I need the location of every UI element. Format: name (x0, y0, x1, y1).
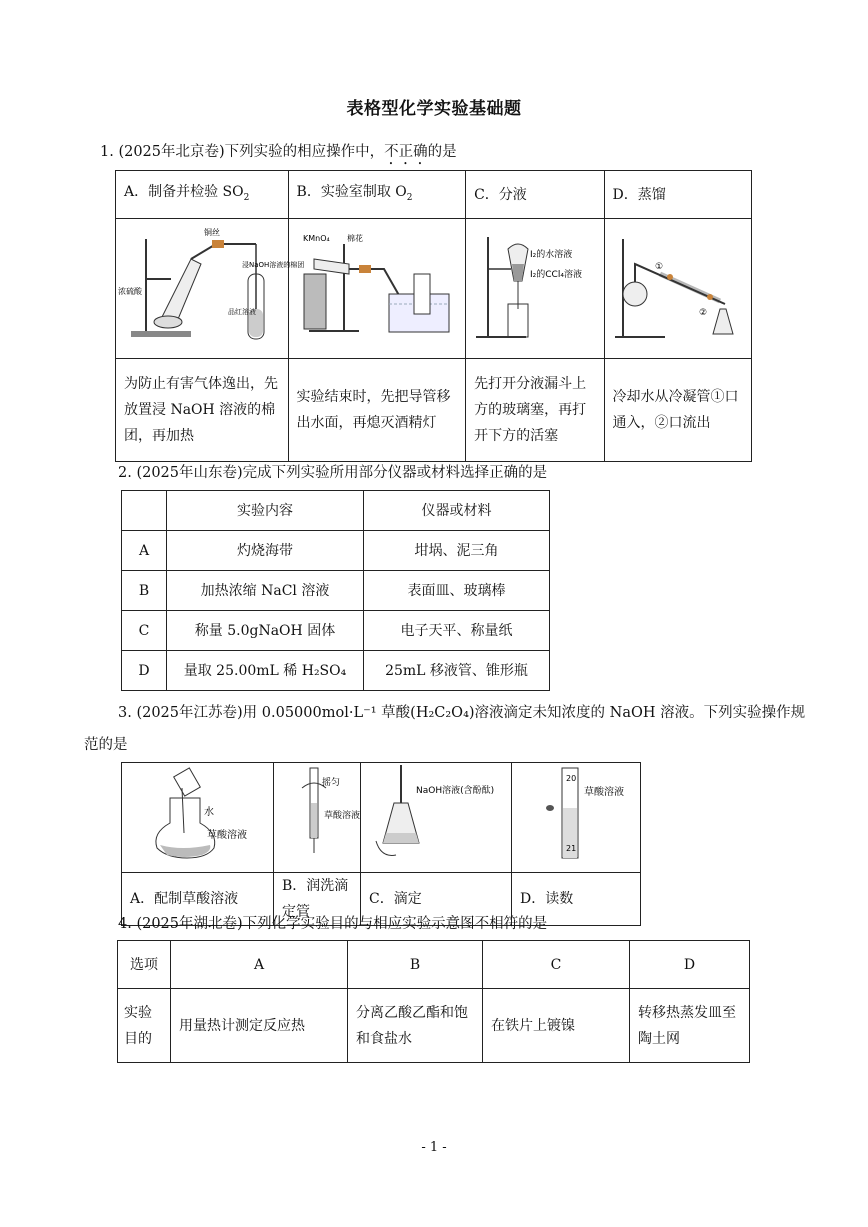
table-row: A 灼烧海带 坩埚、泥三角 (122, 531, 550, 571)
label-tick-21: 21 (566, 844, 577, 853)
question-4-stem: 4. (2025年湖北卷)下列化学实验目的与相应实验示意图不相符的是 (118, 916, 548, 932)
q2-table (121, 490, 550, 691)
q3-figure-row (122, 763, 641, 873)
question-3-stem-line1: 3. (2025年江苏卷)用 0.05000mol·L⁻¹ 草酸(H₂C₂O₄)溶液滴定未知浓度的 NaOH 溶液。下列实验操作规 (118, 705, 806, 721)
q1-header-row (116, 171, 752, 219)
q1-op-d: 冷却水从冷凝管①口通入，②口流出 (604, 359, 752, 462)
q1-stem-before: 下列实验的相应操作中， (224, 144, 385, 160)
label-fuchsin: 品红溶液 (228, 308, 256, 316)
q1-operation-row (116, 359, 752, 462)
q1-stem-emphasis: 不正确 (384, 144, 428, 160)
burette-reading-figure (512, 763, 640, 863)
label-oxalic-b: 草酸溶液 (324, 811, 361, 821)
q3-table (121, 762, 641, 926)
q1-header-a: A．制备并检验 $SO_2$ (116, 171, 289, 219)
q2-header-equipment: 仪器或材料 (364, 491, 550, 531)
q1-header-d: D．蒸馏 (604, 171, 752, 219)
label-port-1: ① (654, 262, 663, 272)
label-kmno4: KMnO₄ (302, 234, 330, 243)
q1-number: 1. (100, 144, 114, 160)
q4-row-label: 实验目的 (118, 989, 171, 1063)
label-shake: 摇匀 (322, 778, 341, 788)
page-number: - 1 - (421, 1140, 447, 1155)
label-conc-acid: 浓硫酸 (118, 287, 142, 296)
table-row: D 量取 25.00mL 稀 H₂SO₄ 25mL 移液管、锥形瓶 (122, 651, 550, 691)
q3-caption-c: C．滴定 (361, 873, 512, 926)
label-cotton: 棉花 (346, 234, 363, 243)
table-row: B 加热浓缩 NaCl 溶液 表面皿、玻璃棒 (122, 571, 550, 611)
o2-apparatus-figure (289, 219, 464, 349)
question-1-stem (100, 142, 457, 168)
q1-op-c: 先打开分液漏斗上方的玻璃塞，再打开下方的活塞 (466, 359, 604, 462)
q3-fig-c-cell (361, 763, 512, 873)
q2-header-row (122, 491, 550, 531)
q3-fig-d-cell (512, 763, 641, 873)
q1-fig-c-cell (466, 219, 604, 359)
label-i2-aqueous: I₂的水溶液 (530, 250, 573, 260)
label-copper-wire: 铜丝 (204, 228, 220, 237)
label-tick-20: 20 (566, 774, 577, 783)
label-port-2: ② (698, 308, 707, 318)
q2-header-blank (122, 491, 167, 531)
titration-figure (361, 763, 511, 863)
q3-fig-a-cell (122, 763, 274, 873)
label-naoh-cotton: 浸NaOH溶液的棉团 (242, 261, 305, 269)
label-oxalic-d: 草酸溶液 (584, 787, 624, 798)
so2-apparatus-figure (116, 219, 305, 349)
q1-fig-d-cell (604, 219, 752, 359)
label-water: 水 (204, 807, 214, 818)
q2-header-content: 实验内容 (167, 491, 364, 531)
q4-table (117, 940, 750, 1063)
q1-source: (2025年北京卷) (118, 144, 225, 160)
label-i2-ccl4: I₂的CCl₄溶液 (530, 270, 583, 280)
volumetric-flask-figure (122, 763, 272, 863)
q1-op-b: 实验结束时，先把导管移出水面，再熄灭酒精灯 (288, 359, 466, 462)
q4-header-option: 选项 (118, 941, 171, 989)
question-2-stem: 2. (2025年山东卷)完成下列实验所用部分仪器或材料选择正确的是 (118, 465, 548, 481)
q1-header-c: C．分液 (466, 171, 604, 219)
separatory-funnel-figure (466, 219, 603, 349)
distillation-figure (605, 219, 751, 349)
q1-stem-after: 的是 (427, 144, 457, 160)
page-title: 表格型化学实验基础题 (346, 99, 522, 119)
table-row: C 称量 5.0gNaOH 固体 电子天平、称量纸 (122, 611, 550, 651)
q3-fig-b-cell (274, 763, 361, 873)
q4-header-row: 选项 A B C D (118, 941, 750, 989)
q1-fig-b-cell (288, 219, 466, 359)
label-oxalic-solution: 草酸溶液 (207, 830, 247, 841)
label-naoh-solution: NaOH溶液(含酚酞) (416, 786, 495, 796)
q1-header-b: B．实验室制取 $O_2$ (288, 171, 466, 219)
q3-caption-a: A．配制草酸溶液 (122, 873, 274, 926)
burette-rinse-figure (274, 763, 360, 863)
question-3-stem-line2: 范的是 (84, 737, 128, 753)
q3-caption-b: B．润洗滴定管 (274, 873, 361, 926)
q1-table (115, 170, 752, 462)
table-row: 实验目的 用量热计测定反应热 分离乙酸乙酯和饱和食盐水 在铁片上镀镍 转移热蒸发皿至陶土网 (118, 989, 750, 1063)
q1-figure-row (116, 219, 752, 359)
q1-fig-a-cell (116, 219, 305, 359)
q3-caption-d: D．读数 (512, 873, 641, 926)
q1-op-a: 为防止有害气体逸出，先放置浸 NaOH 溶液的棉团，再加热 (116, 359, 289, 462)
